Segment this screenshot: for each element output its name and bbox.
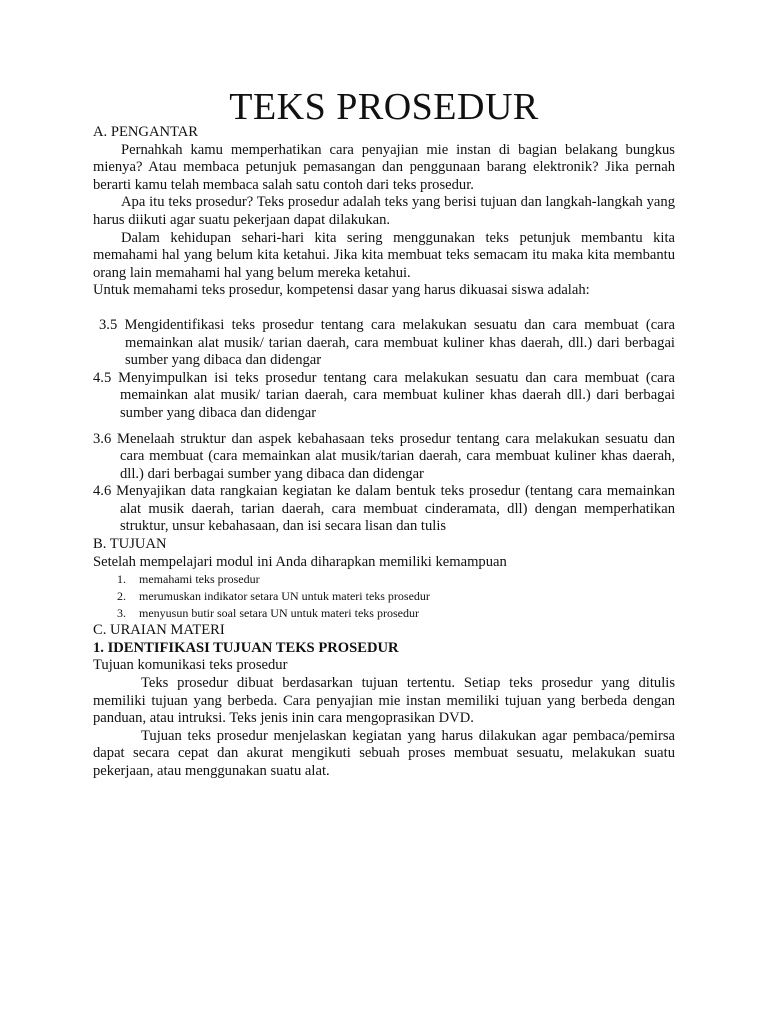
section-a-heading: A. PENGANTAR xyxy=(93,124,199,140)
kd-group-2 xyxy=(93,431,675,537)
list-number: 3. xyxy=(117,606,126,621)
kd-item: 4.5 Menyimpulkan isi teks prosedur tentang cara melakukan sesuatu dan cara membuat (cara memainkan alat musik/ tarian daerah, cara membuat kuliner khas daerah dll.) dari berbagai sumber yang dibaca dan didengar xyxy=(93,369,675,421)
list-item xyxy=(117,605,675,622)
subsection-subtitle: Tujuan komunikasi teks prosedur xyxy=(93,657,288,674)
list-number: 2. xyxy=(117,589,126,604)
goals-list xyxy=(93,571,675,622)
paragraph: Tujuan teks prosedur menjelaskan kegiatan yang harus dilakukan agar pembaca/pemirsa dapat secara cepat dan akurat mengikuti sebuah proses membuat sesuatu, melakukan suatu pekerjaan, atau menggunakan suatu alat. xyxy=(93,727,675,779)
kd-intro: Untuk memahami teks prosedur, kompetensi dasar yang harus dikuasai siswa adalah: xyxy=(93,282,590,299)
paragraph: Dalam kehidupan sehari-hari kita sering menggunakan teks petunjuk membantu kita memahami hal yang belum kita ketahui. Jika kita membuat teks semacam itu maka kita membantu orang lain memahami hal yang belum mereka ketahui. xyxy=(93,229,675,281)
subsection-heading: 1. IDENTIFIKASI TUJUAN TEKS PROSEDUR xyxy=(93,639,399,656)
list-text: memahami teks prosedur xyxy=(139,572,260,587)
document-body xyxy=(93,124,675,781)
kd-item: 4.6 Menyajikan data rangkaian kegiatan ke dalam bentuk teks prosedur (tentang cara memainkan alat musik daerah, tarian daerah, cara membuat cinderamata, dll) dengan memperhatikan struktur, unsur kebahasaan, dan isi secara lisan dan tulis xyxy=(93,483,675,535)
goals-intro: Setelah mempelajari modul ini Anda diharapkan memiliki kemampuan xyxy=(93,553,507,570)
list-number: 1. xyxy=(117,572,126,587)
list-item xyxy=(117,588,675,605)
list-text: merumuskan indikator setara UN untuk materi teks prosedur xyxy=(139,589,430,604)
section-c-heading: C. URAIAN MATERI xyxy=(93,622,225,639)
kd-item: 3.6 Menelaah struktur dan aspek kebahasaan teks prosedur tentang cara melakukan sesuatu dan cara membuat (cara memainkan alat musik/tarian daerah, cara membuat kuliner khas daerah, dll.) dari berbagai sumber yang dibaca dan didengar xyxy=(93,430,675,482)
kd-group-1 xyxy=(93,317,675,423)
list-item xyxy=(117,571,675,588)
section-b-heading: B. TUJUAN xyxy=(93,536,167,553)
page-title: TEKS PROSEDUR xyxy=(229,86,539,128)
paragraph: Apa itu teks prosedur? Teks prosedur adalah teks yang berisi tujuan dan langkah-langkah yang harus diikuti agar suatu pekerjaan dapat dilakukan. xyxy=(93,194,675,228)
kd-item: 3.5 Mengidentifikasi teks prosedur tentang cara melakukan sesuatu dan cara membuat (cara memainkan alat musik/ tarian daerah, cara membuat kuliner khas daerah, dll.) dari berbagai sumber yang dibaca dan didengar xyxy=(99,316,675,369)
paragraph: Teks prosedur dibuat berdasarkan tujuan tertentu. Setiap teks prosedur yang ditulis memiliki tujuan yang berbeda. Cara penyajian mie instan memiliki tujuan yang berbeda dengan panduan, atau intruksi. Teks jenis inin cara mengoprasikan DVD. xyxy=(93,675,675,727)
list-text: menyusun butir soal setara UN untuk materi teks prosedur xyxy=(139,606,419,621)
paragraph: Pernahkah kamu memperhatikan cara penyajian mie instan di bagian belakang bungkus mienya? Atau membaca petunjuk pemasangan dan penggunaan barang elektronik? Jika pernah berarti kamu telah membaca salah satu contoh dari teks prosedur. xyxy=(93,141,675,193)
